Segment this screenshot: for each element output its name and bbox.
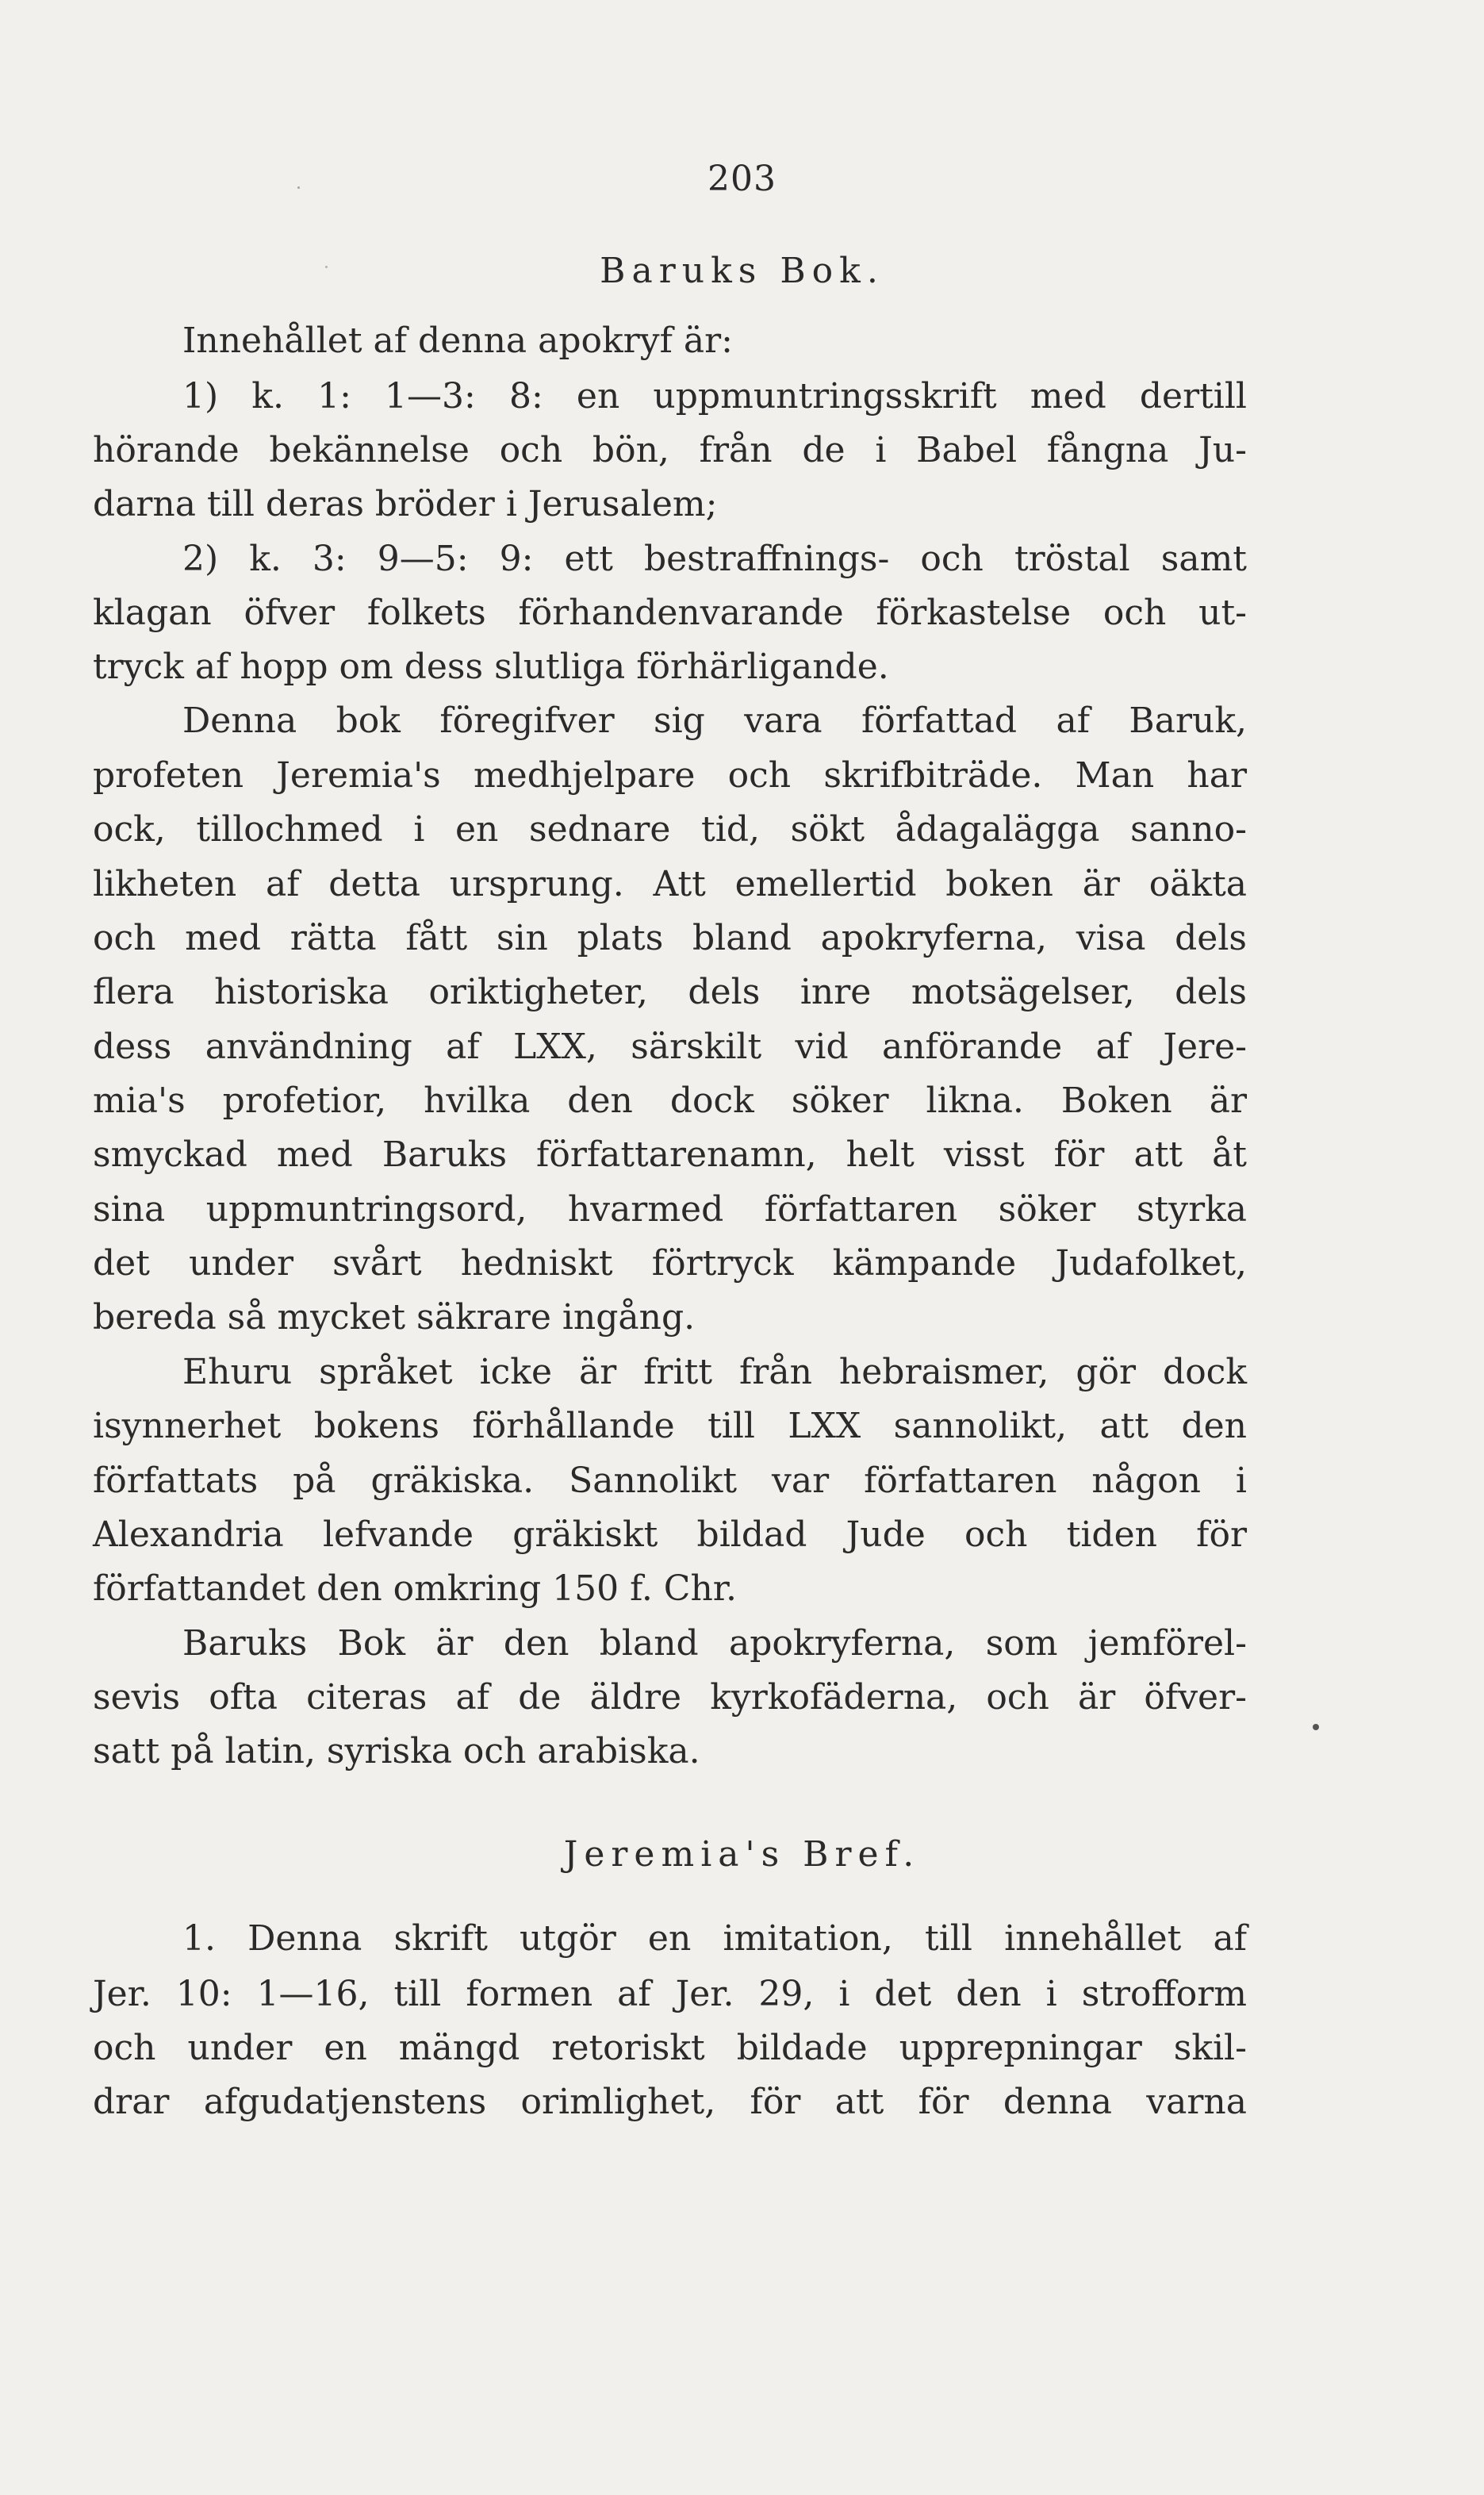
text-line: Denna bok föregifver sig vara författad af Baruk, [182,701,1247,741]
text-line: Alexandria lefvande gräkiskt bildad Jude och tiden för [93,1514,1247,1555]
text-line: tryck af hopp om dess slutliga förhärligande. [93,647,889,687]
text-line: darna till deras bröder i Jerusalem; [93,484,718,524]
text-line: författats på gräkiska. Sannolikt var författaren någon i [93,1461,1247,1501]
text-line: smyckad med Baruks författarenamn, helt visst för att åt [93,1134,1247,1175]
text-line: drar afgudatjenstens orimlighet, för att för denna varna [93,2082,1247,2122]
text-line: klagan öfver folkets förhandenvarande förkastelse och ut- [93,593,1247,633]
text-line: sevis ofta citeras af de äldre kyrkofäderna, och är öfver- [93,1677,1247,1718]
page-number: 203 [707,159,777,199]
text-line: bereda så mycket säkrare ingång. [93,1297,696,1338]
text-line: isynnerhet bokens förhållande till LXX sannolikt, att den [93,1406,1247,1446]
text-line: likheten af detta ursprung. Att emellertid boken är oäkta [93,864,1247,904]
text-line: Baruks Bok är den bland apokryferna, som jemförel- [182,1623,1247,1664]
text-line: 1. Denna skrift utgör en imitation, till innehållet af [182,1918,1247,1959]
speck [1313,1724,1319,1730]
text-line: satt på latin, syriska och arabiska. [93,1731,700,1771]
text-line: Ehuru språket icke är fritt från hebraismer, gör dock [182,1352,1247,1392]
text-line: och under en mängd retoriskt bildade upprepningar skil- [93,2028,1247,2068]
text-line: Innehållet af denna apokryf är: [182,321,733,361]
text-line: hörande bekännelse och bön, från de i Babel fångna Ju- [93,430,1247,470]
text-line: profeten Jeremia's medhjelpare och skrifbiträde. Man har [93,755,1247,796]
text-line: och med rätta fått sin plats bland apokryferna, visa dels [93,918,1247,958]
text-line: mia's profetior, hvilka den dock söker likna. Boken är [93,1081,1247,1121]
text-line: författandet den omkring 150 f. Chr. [93,1568,737,1609]
speck [297,186,300,189]
text-line: 2) k. 3: 9—5: 9: ett bestraffnings- och tröstal samt [182,539,1247,579]
text-line: sina uppmuntringsord, hvarmed författaren söker styrka [93,1189,1247,1230]
speck [325,266,328,268]
text-line: flera historiska oriktigheter, dels inre motsägelser, dels [93,972,1247,1012]
section-title-jeremias-bref: Jeremia's Bref. [563,1834,921,1875]
text-line: det under svårt hedniskt förtryck kämpande Judafolket, [93,1243,1247,1284]
text-line: dess användning af LXX, särskilt vid anförande af Jere- [93,1027,1247,1067]
text-line: 1) k. 1: 1—3: 8: en uppmuntringsskrift med dertill [182,376,1247,416]
text-line: Jer. 10: 1—16, till formen af Jer. 29, i det den i strofform [93,1974,1247,2014]
section-title-baruks-bok: Baruks Bok. [600,251,884,291]
text-line: ock, tillochmed i en sednare tid, sökt ådagalägga sanno- [93,809,1247,850]
